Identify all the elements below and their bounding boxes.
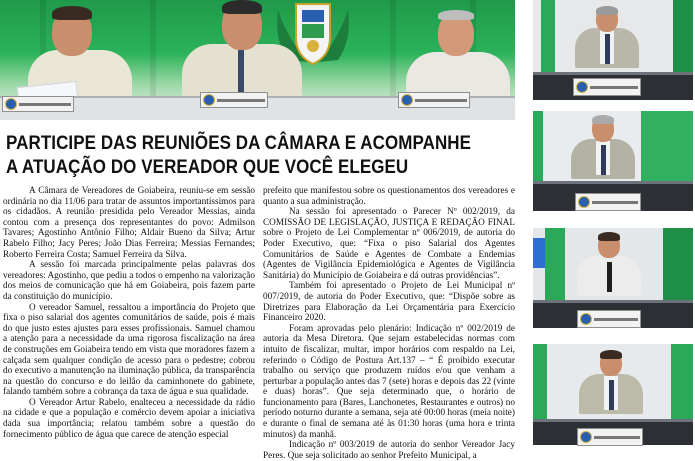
councilor-photo-3 — [533, 228, 693, 328]
paragraph: A Câmara de Vereadores de Goiabeira, reuniu-se em sessão ordinária no dia 11/06 para tratar de assuntos importantíssimos para os cidadãos. A reunião presidida pelo Vereador Messias, ainda contou com a presença dos representantes do povo: Admilson Tavares; Agostinho Antônio Filho; Aldair Bueno da Silva; Artur Rabelo Filho; Jacy Peres; João Dias Ferreira; Messias Fernandes; Roberto Ferreira Costa; Samuel Ferreira da Silva. — [3, 186, 255, 260]
paragraph: Indicação nº 003/2019 de autoria do senhor Vereador Jacy Peres. Que seja solicitado ao senhor Prefeito Municipal, a — [263, 440, 515, 461]
name-plate — [200, 92, 268, 108]
paragraph: A sessão foi marcada principalmente pelas palavras dos vereadores: Agostinho, que pediu a todos o empenho na valorização dos meios de comunicação que há em Goiabeira, pois fazem parte da constituição do município. — [3, 260, 255, 302]
headline-line-2: A ATUAÇÃO DO VEREADOR QUE VOCÊ ELEGEU — [6, 156, 409, 178]
name-plate — [575, 193, 641, 211]
article-headline — [6, 131, 472, 179]
name-plate — [577, 310, 641, 328]
paragraph: Também foi apresentado o Projeto de Lei Municipal nº 007/2019, de autoria do Poder Executivo, que: “Dispõe sobre as Diretrizes para Elaboração da Lei Orçamentária para Exercício Financeiro 2020. — [263, 281, 515, 324]
paragraph: O vereador Samuel, ressaltou a importância do Projeto que fixa o piso salarial dos agentes comunitários de saúde, pois é mais do que justo estes ajustes para esses profissionais. Samuel chamou a atenção para a necessidade da uma rigorosa fiscalização na área de construções em Goiabeira tendo em vista que moradores fazem a calçada sem qualquer condição de acesso para o pedestre; cobrou do executivo a manutenção na iluminação pública, da transparência na questão do concurso e do leilão da caminhonete do gabinete, falando também sobre a cobrança da taxa de água e sua qualidade. — [3, 302, 255, 398]
article-column-left — [3, 186, 255, 445]
main-photo — [0, 0, 515, 118]
councilor-photo-4 — [533, 344, 693, 445]
paragraph: prefeito que manifestou sobre os questionamentos dos vereadores e quanto a sua administração. — [263, 186, 515, 207]
paragraph: Na sessão foi apresentado o Parecer Nº 002/2019, da COMISSÃO DE LEGISLAÇÃO, JUSTIÇA E REDAÇÃO FINAL sobre o Projeto de Lei Complementar nº 006/2019, de autoria do Poder Executivo, que: “Fixa o piso Salarial dos Agentes Comunitários de Saúde e Agentes de Combate a Endemias (Agentes de Vigilância Epidemiológica e Agentes de Vigilância Sanitária) do Município de Goiabeira e dá outras providências”. — [263, 207, 515, 281]
headline-line-1: PARTICIPE DAS REUNIÕES DA CÂMARA E ACOMPANHE — [6, 132, 472, 154]
flag — [533, 238, 545, 268]
name-plate — [398, 92, 470, 108]
paragraph: Foram aprovadas pelo plenário: Indicação nº 002/2019 de autoria da Mesa Diretora. Que sejam estabelecidas normas com intuito de fiscalizar, multar, impor horários com respaldo na Lei, referindo o Código de Postura Art.137 – “ É proibido executar trabalho ou serviço que produzem ruídos e/ou que venham a perturbar a população antes das 7 (sete) horas e depois das 22 (vinte e duas) horas”. Que seja determinado que, o horário de funcionamento para (Bares, Lanchonetes, Restaurantes e outros) no período noturno durante a semana, seja até 00:00 horas (meia noite) e durante o final de semana até às 01:30 horas (uma hora e trinta minutos) da manhã. — [263, 323, 515, 440]
paragraph: O Vereador Artur Rabelo, enalteceu a necessidade da rádio na cidade e que a população e comércio devem apoiar a iniciativa dada sua importância; relatou também sobre a questão do fornecimento público de água que carece de atenção especial — [3, 397, 255, 440]
name-plate — [2, 96, 74, 112]
councilor-center — [178, 0, 308, 104]
councilor-photo-1 — [533, 0, 693, 100]
article-column-right — [263, 186, 515, 461]
councilor-photo-2 — [533, 111, 693, 211]
name-plate — [577, 428, 643, 446]
name-plate — [573, 78, 641, 96]
